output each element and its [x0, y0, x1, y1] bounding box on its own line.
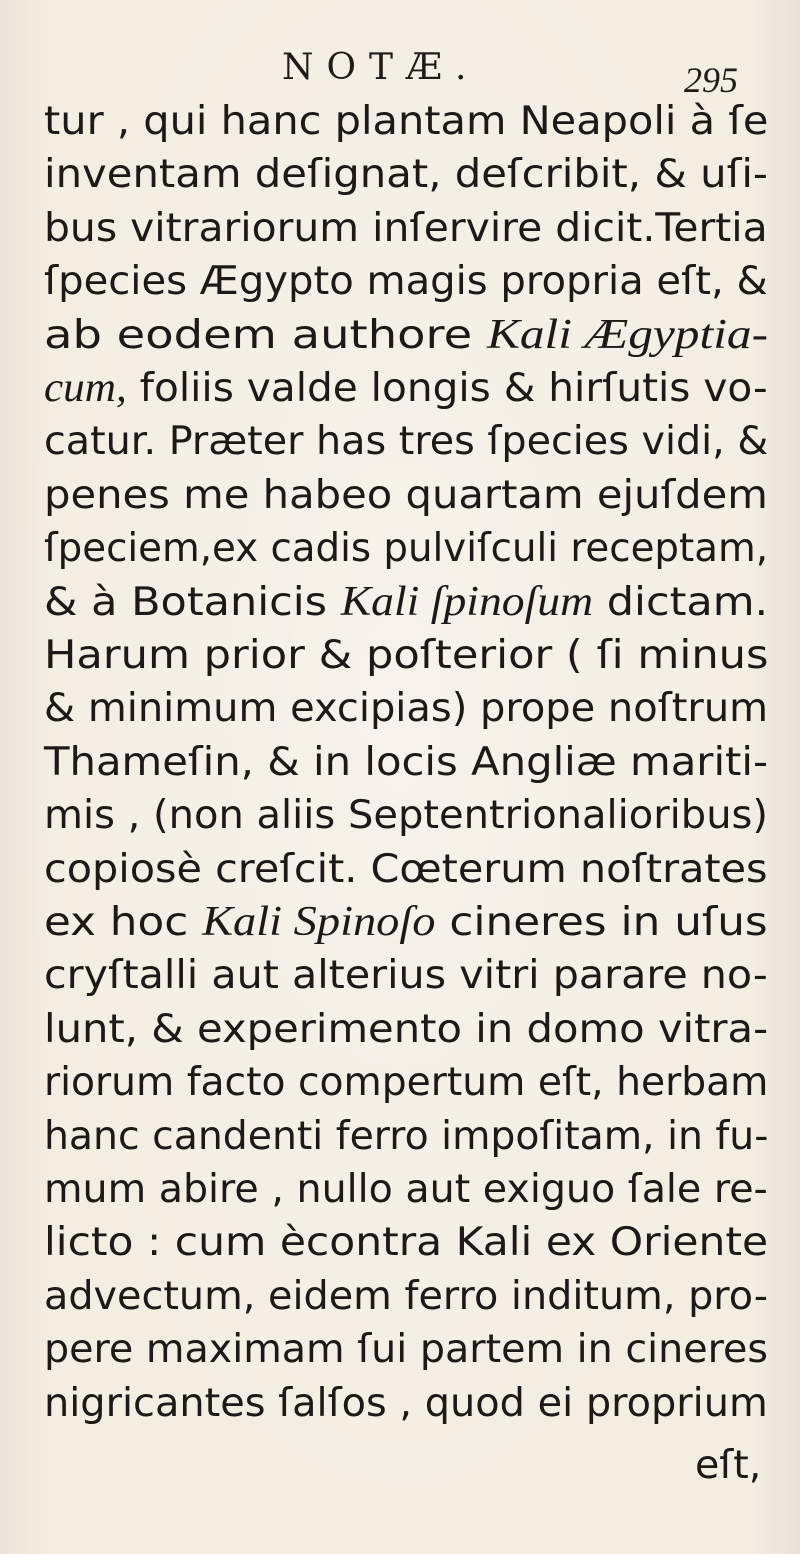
text-line-13: Thameſin, & in locis Angliæ mariti-: [44, 738, 769, 785]
text-line-21: mum abire , nullo aut exiguo ſale re-: [44, 1166, 768, 1212]
text-line-6: cum, foliis valde longis & hirſutis vo-: [44, 365, 768, 411]
text-line-11: Harum prior & poſterior ( ſi minus: [44, 632, 769, 678]
text-line-1: tur , qui hanc plantam Neapoli à ſe: [44, 98, 769, 144]
italic-name: cum,: [44, 365, 127, 411]
text-line-24: pere maximam ſui partem in cineres: [44, 1326, 769, 1373]
italic-name: Kali ſpinoſum: [340, 578, 594, 625]
text-line-8: penes me habeo quartam ejuſdem: [44, 471, 768, 518]
italic-name: Kali Spinoſo: [202, 899, 436, 945]
text-line-23: advectum, eidem ferro inditum, pro-: [44, 1272, 769, 1319]
text-line-4: ſpecies Ægypto magis propria eſt, &: [44, 258, 768, 305]
running-head: [0, 42, 800, 102]
running-head-title: NOTÆ.: [282, 47, 480, 88]
text-line-15: copiosè creſcit. Cœterum noſtrates: [44, 845, 768, 892]
text-line-22: licto : cum ècontra Kali ex Oriente: [44, 1219, 769, 1266]
text-line-16: ex hoc Kali Spinoſo cineres in uſus: [44, 899, 768, 945]
text-line-18: lunt, & experimento in domo vitra-: [44, 1005, 769, 1052]
text-line-5: ab eodem authore Kali Ægyptia-: [44, 311, 769, 358]
text-line-9: ſpeciem,ex cadis pulviſculi receptam,: [44, 525, 769, 572]
text-line-25: nigricantes ſalſos , quod ei proprium: [44, 1379, 768, 1426]
catchword: eſt,: [695, 1442, 762, 1488]
text-line-7: catur. Præter has tres ſpecies vidi, &: [44, 418, 769, 465]
text-line-14: mis , (non aliis Septentrionalioribus): [44, 792, 768, 839]
text-line-2: inventam deſignat, deſcribit, & uſi-: [44, 151, 768, 198]
text-line-20: hanc candenti ferro impoſitam, in fu-: [44, 1112, 769, 1159]
text-line-19: riorum facto compertum eſt, herbam: [44, 1059, 769, 1106]
italic-name: Kali Ægyptia-: [486, 311, 769, 358]
text-line-3: bus vitrariorum inſervire dicit.Tertia: [44, 204, 768, 251]
text-line-17: cryſtalli aut alterius vitri parare no-: [44, 952, 768, 999]
page-number: 295: [684, 60, 738, 100]
text-line-12: & minimum excipias) prope noſtrum: [44, 685, 769, 732]
text-line-10: & à Botanicis Kali ſpinoſum dictam.: [44, 578, 769, 625]
